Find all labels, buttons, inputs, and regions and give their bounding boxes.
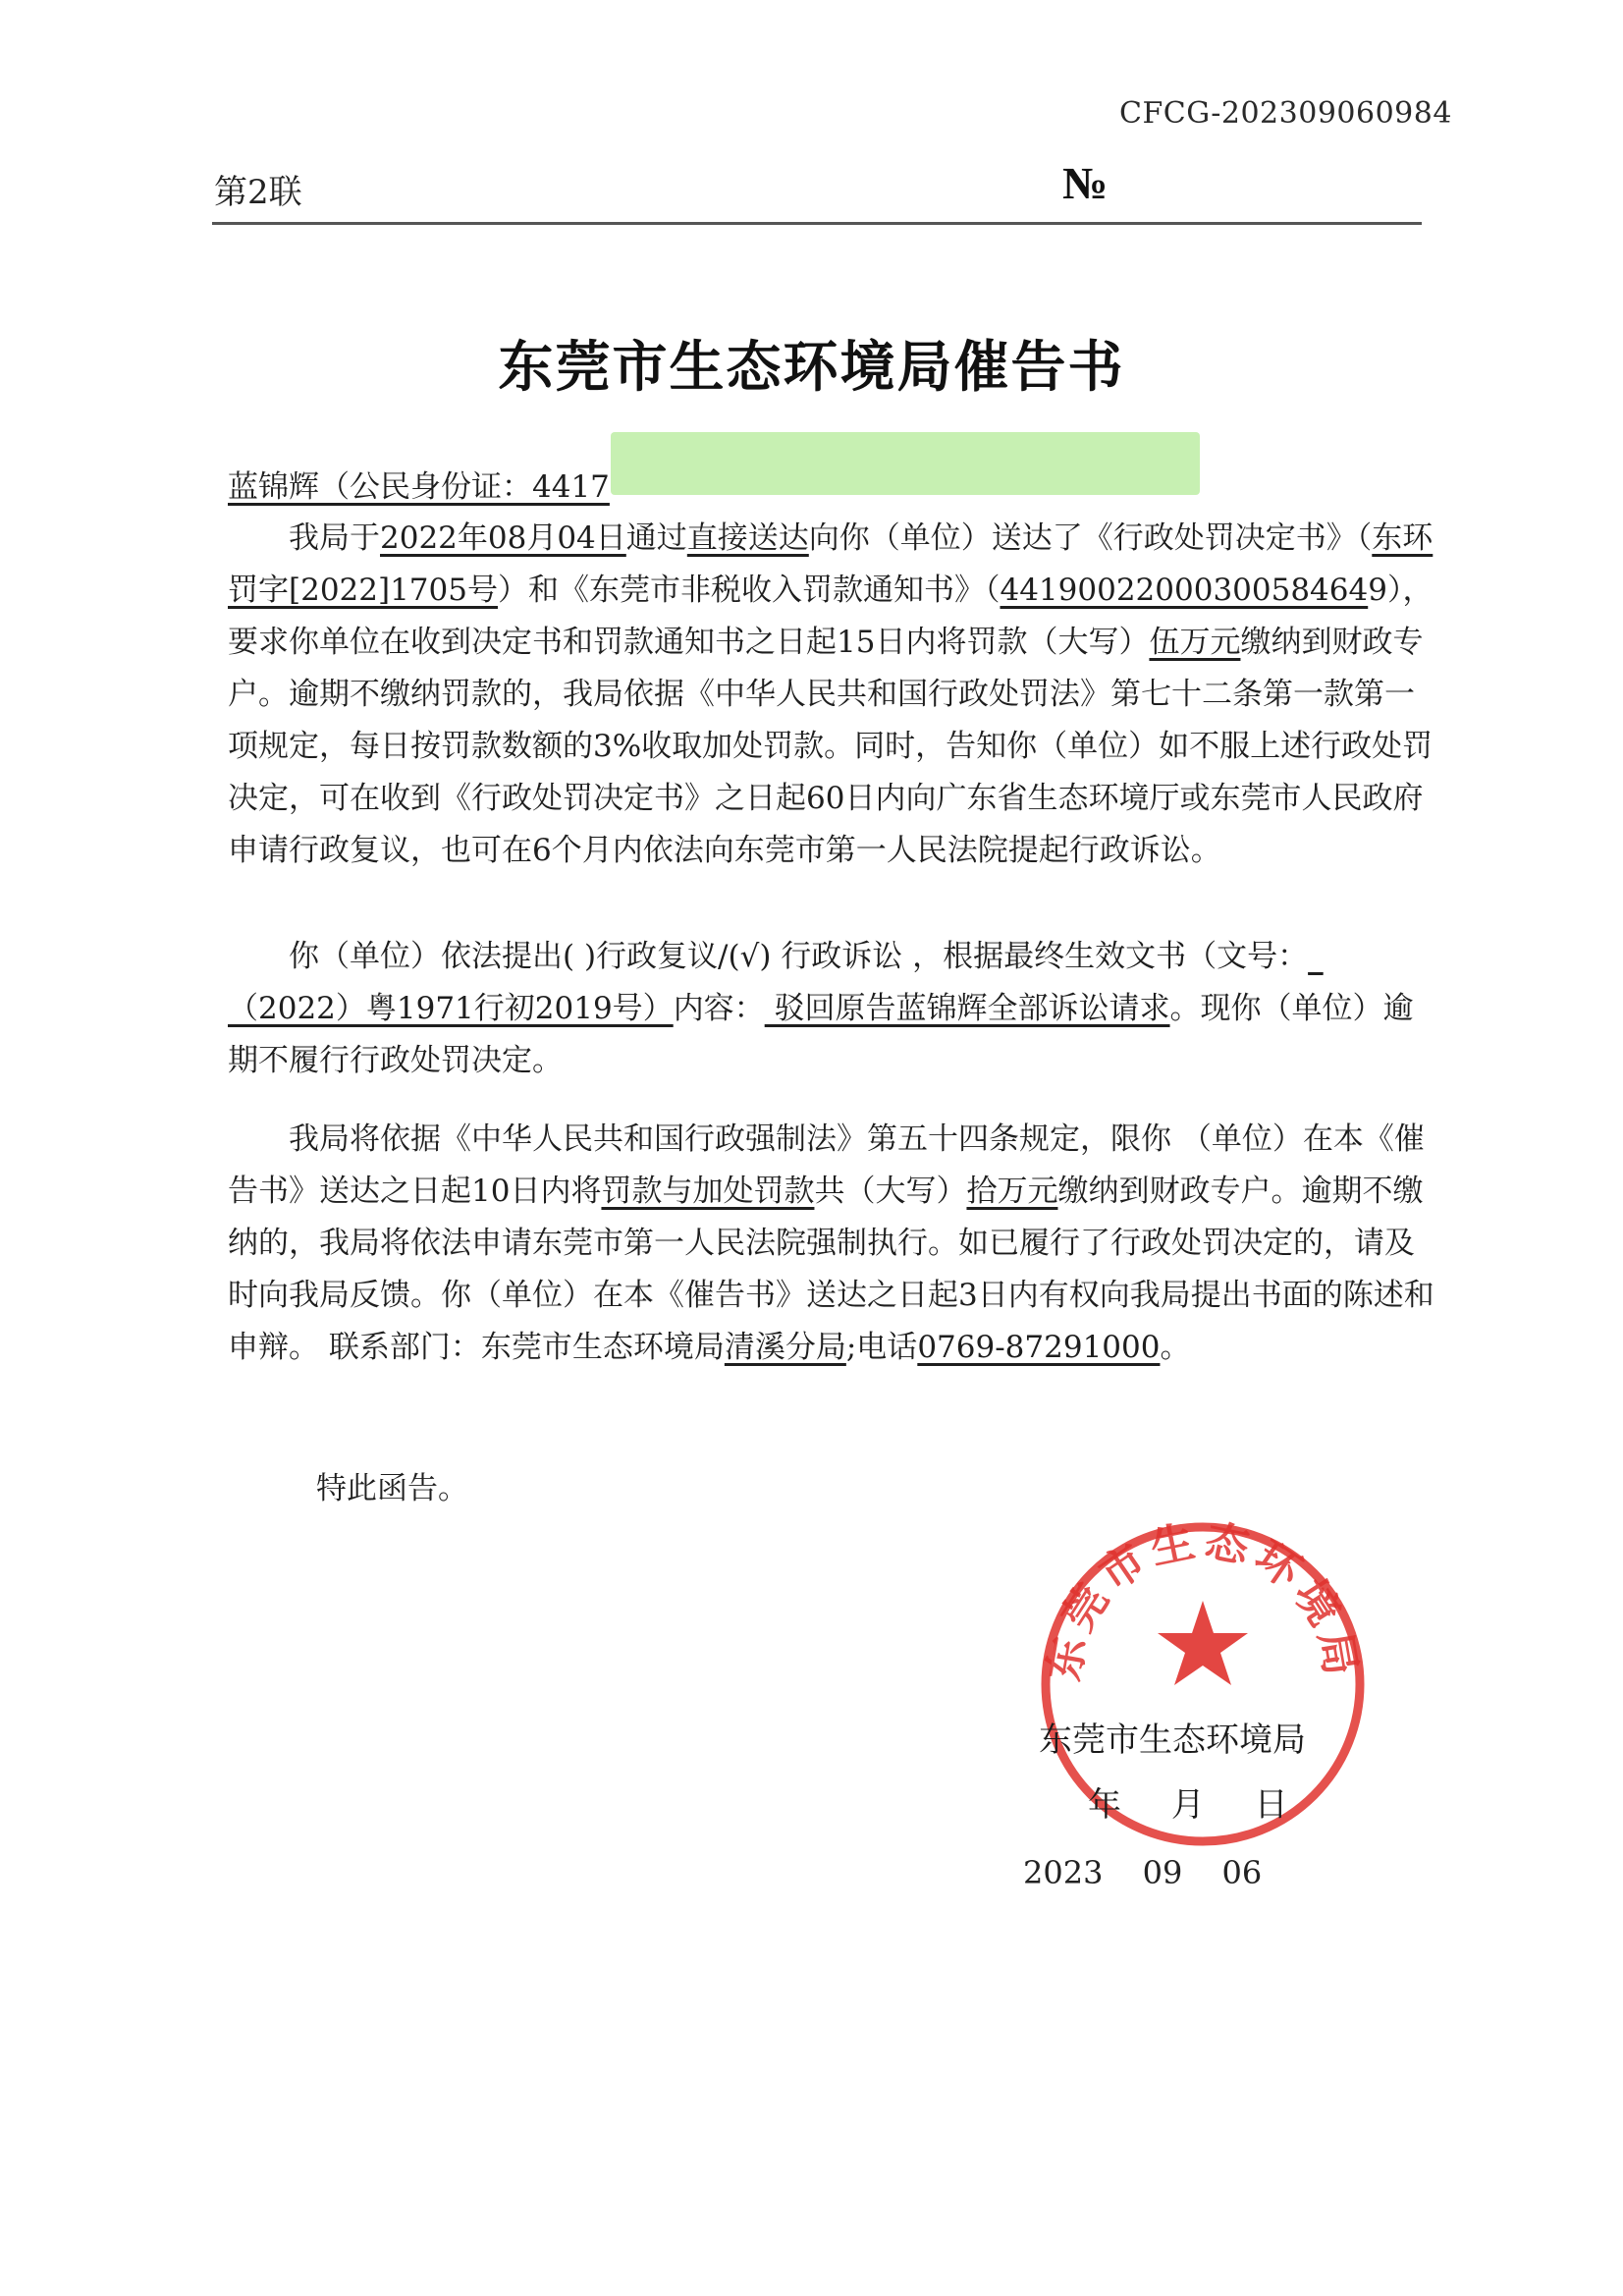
- issue-month: 09: [1142, 1854, 1183, 1891]
- seal-star-icon: [1158, 1601, 1248, 1685]
- header-divider: [212, 222, 1422, 225]
- contact-phone: 0769-87291000: [917, 1330, 1161, 1365]
- paragraph-litigation: 你（单位）依法提出( )行政复议/(√) 行政诉讼 ，根据最终生效文书（文号：_（2022）粤1971行初2019号）内容： 驳回原告蓝锦辉全部诉讼请求。现你（单位）逾期不履行行政处罚决定。: [228, 939, 1414, 1078]
- contact-department: 清溪分局: [724, 1330, 846, 1365]
- decision-doc-number: 东环罚字[2022]1705号: [228, 520, 1434, 608]
- case-number: _（2022）粤1971行初2019号）: [228, 939, 1324, 1026]
- number-sign: №: [1062, 158, 1109, 208]
- judgment-content: 驳回原告蓝锦辉全部诉讼请求: [764, 991, 1170, 1026]
- issue-day: 06: [1221, 1854, 1263, 1891]
- issue-year: 2023: [1023, 1854, 1104, 1891]
- copy-label: 第2联: [214, 173, 302, 212]
- page-title: 东莞市生态环境局催告书: [498, 335, 1125, 400]
- paragraph-notice: 我局于2022年08月04日通过直接送达向你（单位）送达了《行政处罚决定书》（东环罚字[2022]1705号）和《东莞市非税收入罚款通知书》（44190022000300584649），要求你单位在收到决定书和罚款通知书之日起15日内将罚款（大写）伍万元缴纳到财政专户。逾期不缴纳罚款的，我局依据《中华人民共和国行政处罚法》第七十二条第一款第一项规定，每日按罚款数额的3%收取加处罚款。同时，告知你（单位）如不服上述行政处罚决定，可在收到《行政处罚决定书》之日起60日内向广东省生态环境厅或东莞市人民政府申请行政复议，也可在6个月内依法向东莞市第一人民法院提起行政诉讼。: [228, 520, 1434, 868]
- year-label: 年: [1088, 1785, 1121, 1825]
- month-label: 月: [1170, 1785, 1205, 1825]
- document-serial-number: CFCG-202309060984: [1119, 96, 1452, 131]
- date-field-labels: [1088, 1777, 1288, 1826]
- issue-date: [1023, 1854, 1262, 1891]
- day-label: 日: [1254, 1785, 1288, 1825]
- recipient-name: 蓝锦辉（公民身份证：4417: [228, 469, 610, 505]
- penalty-items: 罚款与加处罚款: [601, 1174, 815, 1209]
- seal-text: 东莞市生态环境局: [1039, 1517, 1367, 1685]
- fine-amount: 伍万元: [1149, 625, 1241, 660]
- signing-organization: 东莞市生态环境局: [1039, 1721, 1306, 1760]
- total-amount: 拾万元: [966, 1174, 1058, 1209]
- delivery-method: 直接送达: [686, 520, 809, 556]
- redaction-mark: [611, 432, 1200, 495]
- fine-notice-number: 4419002200030058464: [1000, 573, 1369, 608]
- paragraph-enforcement: 我局将依据《中华人民共和国行政强制法》第五十四条规定，限你 （单位）在本《催告书》送达之日起10日内将罚款与加处罚款共（大写）拾万元缴纳到财政专户。逾期不缴纳的，我局将依法申请东莞市第一人民法院强制执行。如已履行了行政处罚决定的，请及时向我局反馈。你（单位）在本《催告书》送达之日起3日内有权向我局提出书面的陈述和申辩。 联系部门：东莞市生态环境局清溪分局;电话0769-87291000。: [228, 1121, 1434, 1365]
- closing-remark: 特此函告。: [316, 1471, 468, 1506]
- delivery-date: 2022年08月04日: [380, 520, 626, 556]
